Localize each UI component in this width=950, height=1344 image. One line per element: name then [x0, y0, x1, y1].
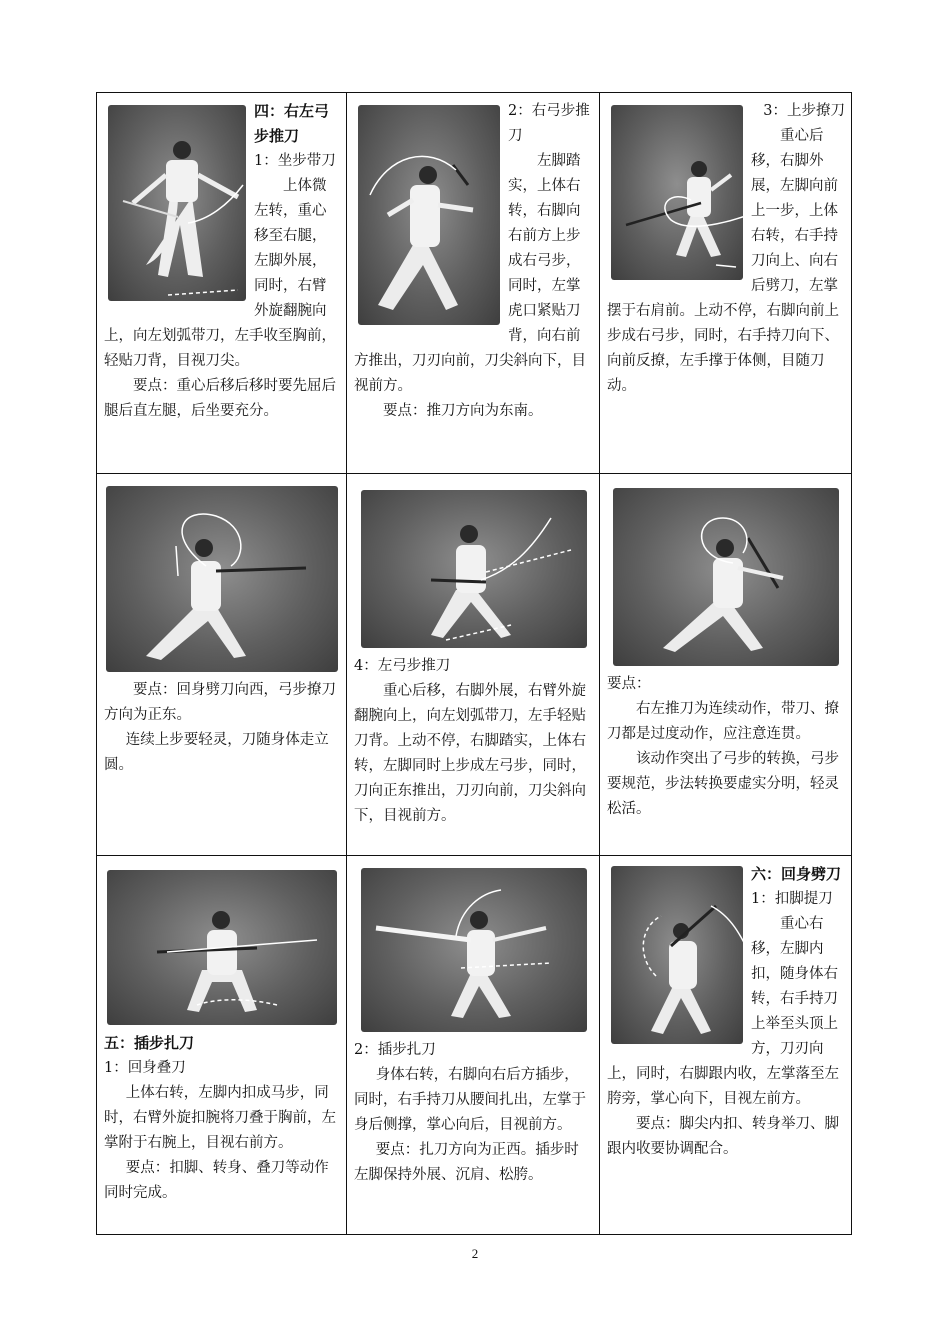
key-points: 要点：推刀方向为东南。: [383, 403, 543, 419]
cell-step-4-1: [97, 93, 347, 474]
cell-step-4-summary: [600, 474, 851, 856]
cell-step-4-3: [600, 93, 851, 474]
step-subtitle: 1：坐步带刀: [254, 153, 336, 169]
step-body: 重心后移，右脚外展，左脚向前上一步，上体右转，右手持刀向上、向右后劈刀，左掌摆于右肩前。上动不停，右脚向前上步成右弓步，同时，右手持刀向下、向前反撩，左手撑于体侧，目随刀动。: [607, 128, 839, 394]
photo-insert-step-thrust-saber: [361, 868, 587, 1032]
instruction-table: [96, 92, 852, 1235]
step-body: 上体右转，左脚内扣成马步，同时，右臂外旋扣腕将刀叠于胸前，左掌附于右腕上，目视右前方。: [104, 1085, 336, 1151]
step-body: 身体右转，右脚向右后方插步，同时，右手持刀从腰间扎出，左掌于身后侧撑，掌心向后，目视前方。: [354, 1067, 586, 1133]
step-body: 右左推刀为连续动作，带刀、撩刀都是过度动作，应注意连贯。: [607, 701, 839, 742]
step-body: 连续上步要轻灵，刀随身体走立圆。: [104, 732, 329, 773]
photo-sit-step-carry-saber: [108, 105, 246, 301]
photo-right-bow-stance-push-saber: [358, 105, 500, 325]
cell-step-4-2: [347, 93, 600, 474]
step-body-2: 该动作突出了弓步的转换，弓步要规范，步法转换要虚实分明，轻灵松活。: [607, 751, 839, 817]
photo-bow-stance-transition: [613, 488, 839, 666]
section-heading: 六：回身劈刀: [751, 865, 842, 883]
step-body: 左脚踏实，上体右转，右脚向右前方上步成右弓步，同时，左掌虎口紧贴刀背，向右前方推出，刀刃向前，刀尖斜向下，目视前方。: [354, 153, 586, 394]
cell-step-4-4: [347, 474, 600, 856]
step-body: 重心后移，右脚外展，右臂外旋翻腕向上，向左划弧带刀，左手轻贴刀背。上动不停，右脚踏实，上体右转，左脚同时上步成左弓步，同时，刀向正东推出，刀刃向前，刀尖斜向下，目视前方。: [354, 683, 586, 824]
section-heading: 四：右左弓步推刀: [254, 102, 330, 145]
cell-step-6-1: [600, 856, 851, 1234]
section-heading: 五：插步扎刀: [104, 1034, 195, 1052]
cell-step-5-2: [347, 856, 600, 1234]
cell-step-4-continued: [97, 474, 347, 856]
key-points-label: 要点：: [607, 676, 651, 692]
cell-step-5-1: [97, 856, 347, 1234]
step-body: 重心右移，左脚内扣，随身体右转，右手持刀上举至头顶上方，刀刃向上，同时，右脚跟内收，左掌落至左胯旁，掌心向下，目视左前方。: [607, 916, 839, 1107]
key-points: 要点：重心后移后移时要先屈后腿后直左腿，后坐要充分。: [104, 378, 336, 419]
page-number: 2: [471, 1246, 479, 1261]
photo-hook-foot-lift-saber: [611, 866, 743, 1044]
photo-step-up-swing-saber: [611, 105, 743, 280]
photo-turn-chop-saber: [106, 486, 338, 672]
step-subtitle: 4：左弓步推刀: [354, 658, 451, 674]
key-points: 要点：回身劈刀向西，弓步撩刀方向为正东。: [104, 682, 336, 723]
key-points: 要点：扣脚、转身、叠刀等动作同时完成。: [104, 1160, 329, 1201]
key-points: 要点：脚尖内扣、转身举刀、脚跟内收要协调配合。: [607, 1116, 839, 1157]
photo-left-bow-stance-push-saber: [361, 490, 587, 648]
step-subtitle: 2：右弓步推刀: [508, 103, 590, 144]
step-subtitle: 1：回身叠刀: [104, 1060, 186, 1076]
step-body: 上体微左转，重心移至右腿，左脚外展，同时，右臂外旋翻腕向上，向左划弧带刀，左手收至胸前，轻贴刀背，目视刀尖。: [104, 178, 336, 369]
photo-turn-fold-saber: [107, 870, 337, 1025]
key-points: 要点：扎刀方向为正西。插步时左脚保持外展、沉肩、松胯。: [354, 1142, 579, 1183]
step-subtitle: 1：扣脚提刀: [751, 891, 833, 907]
step-subtitle: 2：插步扎刀: [354, 1042, 436, 1058]
step-subtitle: 3：上步撩刀: [763, 103, 845, 119]
